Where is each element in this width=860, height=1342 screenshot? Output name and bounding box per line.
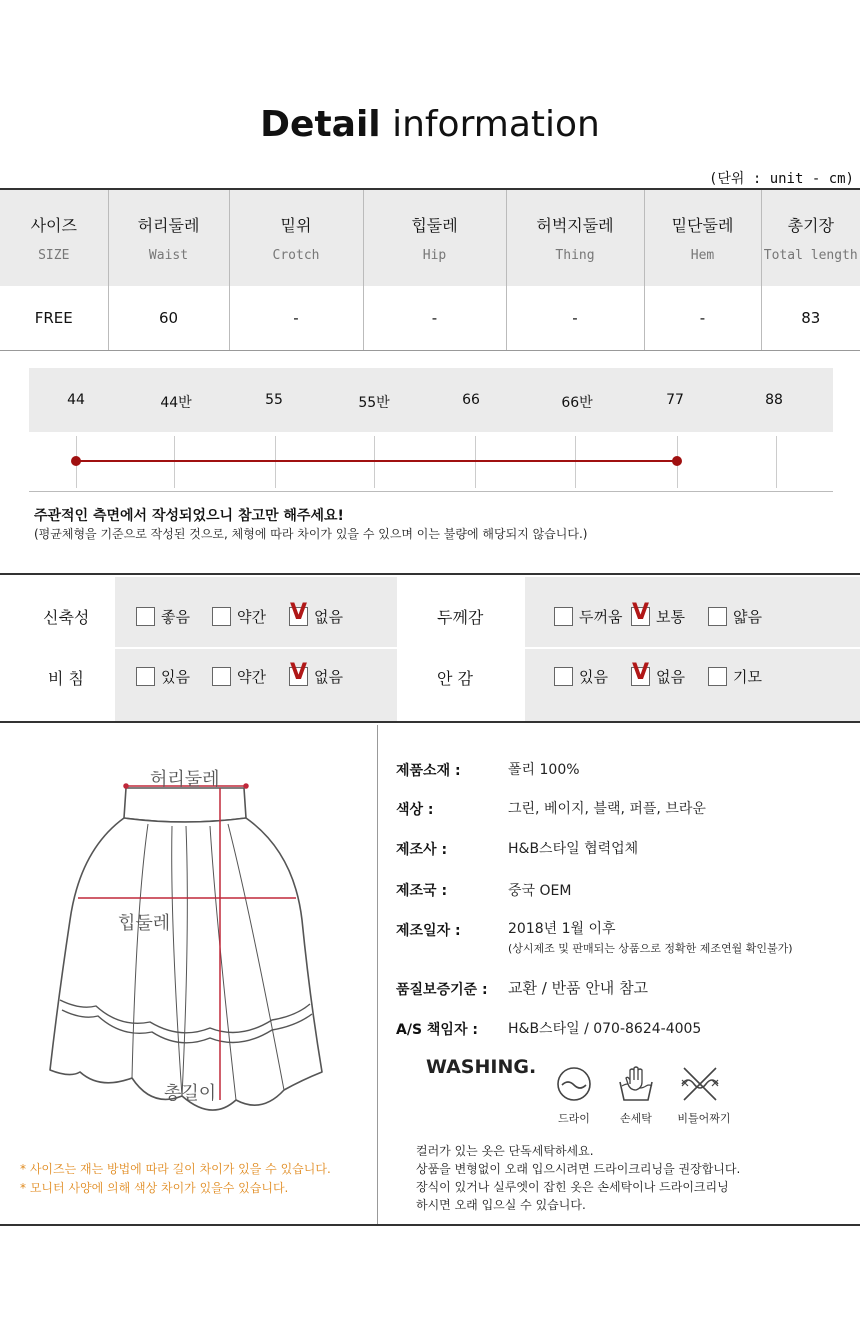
checkbox-checked[interactable]: [289, 600, 308, 626]
scale-tick: [776, 436, 777, 488]
scale-label-44: 44: [67, 392, 85, 408]
header-waist: 허리둘레 Waist: [108, 190, 229, 286]
size-warning: * 사이즈는 재는 방법에 따라 길이 차이가 있을 수 있습니다.: [20, 1162, 331, 1176]
date-note: (상시제조 및 판매되는 상품으로 정확한 제조연월 확인불가): [508, 942, 793, 955]
quality-key: 품질보증기준 :: [396, 982, 488, 998]
scale-label-66half: 66반: [561, 395, 593, 411]
value-thigh: -: [506, 286, 644, 350]
quality-value: 교환 / 반품 안내 참고: [508, 979, 649, 997]
size-range-start-dot: [71, 456, 81, 466]
scale-label-88: 88: [765, 392, 783, 408]
header-crotch: 밑위 Crotch: [229, 190, 363, 286]
date-key: 제조일자 :: [396, 923, 461, 939]
scale-label-77: 77: [666, 392, 684, 408]
scale-tick: [575, 436, 576, 488]
hip-label: 힙둘레: [118, 913, 171, 934]
value-crotch: -: [229, 286, 363, 350]
scale-tick: [374, 436, 375, 488]
material-value: 폴리 100%: [508, 762, 580, 778]
thickness-option-thin[interactable]: 얇음: [708, 606, 762, 627]
section-divider: [377, 725, 378, 1225]
lining-option-none[interactable]: V 없음: [632, 660, 685, 686]
thickness-label: 두께감: [437, 608, 484, 627]
washing-title: WASHING.: [426, 1056, 537, 1078]
scale-tick: [174, 436, 175, 488]
checkbox-checked[interactable]: [289, 660, 308, 686]
fabric-properties: [0, 573, 860, 723]
value-hip: -: [363, 286, 506, 350]
care-line-2: 상품을 변형없이 오래 입으시려면 드라이크리닝을 권장합니다.: [416, 1162, 741, 1176]
note-main: 주관적인 측면에서 작성되었으니 참고만 해주세요!: [34, 508, 344, 524]
sheer-option-yes[interactable]: 있음: [136, 666, 190, 687]
hand-wash-icon: [616, 1064, 656, 1104]
care-line-4: 하시면 오래 입으실 수 있습니다.: [416, 1198, 586, 1212]
color-key: 색상 :: [396, 802, 434, 818]
maker-key: 제조사 :: [396, 842, 448, 858]
checkbox[interactable]: [212, 607, 231, 626]
maker-value: H&B스타일 협력업체: [508, 841, 639, 857]
hand-wash-label: 손세탁: [620, 1112, 652, 1125]
note-sub: (평균체형을 기준으로 작성된 것으로, 체형에 따라 차이가 있을 수 있으며 이는 불량에 해당되지 않습니다.): [34, 527, 588, 541]
scale-label-66: 66: [462, 392, 480, 408]
dry-clean-label: 드라이: [558, 1112, 590, 1125]
stretch-option-good[interactable]: 좋음: [136, 606, 190, 627]
no-wring-icon: [680, 1064, 720, 1104]
check-mark-icon: V: [632, 660, 650, 685]
lining-label: 안 감: [437, 669, 473, 688]
size-table-header: [0, 190, 860, 286]
date-value: 2018년 1월 이후: [508, 921, 616, 937]
scale-label-55: 55: [265, 392, 283, 408]
header-hip: 힙둘레 Hip: [363, 190, 506, 286]
as-key: A/S 책임자 :: [396, 1022, 478, 1038]
lining-option-yes[interactable]: 있음: [554, 666, 608, 687]
scale-label-55half: 55반: [358, 395, 390, 411]
unit-note: (단위 : unit - cm): [708, 171, 854, 187]
size-range-bar: [76, 460, 677, 462]
checkbox-checked[interactable]: [631, 600, 650, 626]
scale-label-44half: 44반: [160, 395, 192, 411]
thickness-option-thick[interactable]: 두꺼움: [554, 606, 622, 627]
header-total-length: 총기장 Total length: [761, 190, 860, 286]
material-key: 제품소재 :: [396, 763, 461, 779]
sheer-option-slight[interactable]: 약간: [212, 666, 266, 687]
value-total-length: 83: [801, 309, 821, 327]
thickness-option-medium[interactable]: V 보통: [632, 600, 685, 626]
value-size: FREE: [0, 286, 108, 350]
checkbox[interactable]: [554, 607, 573, 626]
care-line-1: 컬러가 있는 옷은 단독세탁하세요.: [416, 1144, 594, 1158]
no-wring-label: 비틀어짜기: [677, 1112, 731, 1125]
country-key: 제조국 :: [396, 883, 448, 899]
check-mark-icon: V: [290, 600, 308, 625]
color-warning: * 모니터 사양에 의해 색상 차이가 있을수 있습니다.: [20, 1181, 289, 1195]
size-scale-header: [29, 368, 833, 432]
header-thigh: 허벅지둘레 Thing: [506, 190, 644, 286]
bottom-border: [0, 1224, 860, 1226]
lining-option-fleece[interactable]: 기모: [708, 666, 762, 687]
length-label: 총길이: [164, 1083, 217, 1104]
checkbox-checked[interactable]: [631, 660, 650, 686]
size-table: [0, 188, 860, 351]
stretch-option-none[interactable]: V 없음: [290, 600, 343, 626]
scale-tick: [475, 436, 476, 488]
sheer-option-none[interactable]: V 없음: [290, 660, 343, 686]
title-bold: Detail: [260, 104, 381, 145]
color-value: 그린, 베이지, 블랙, 퍼플, 브라운: [508, 801, 706, 817]
header-hem: 밑단둘레 Hem: [644, 190, 761, 286]
as-value: H&B스타일 / 070-8624-4005: [508, 1021, 702, 1037]
waist-label: 허리둘레: [150, 769, 220, 790]
check-mark-icon: V: [632, 600, 650, 625]
scale-tick: [275, 436, 276, 488]
checkbox[interactable]: [136, 607, 155, 626]
dry-clean-icon: [554, 1064, 594, 1104]
size-table-row: [0, 286, 860, 350]
value-hem: -: [644, 286, 761, 350]
check-mark-icon: V: [290, 660, 308, 685]
scale-baseline: [29, 491, 833, 492]
header-size: 사이즈 SIZE: [0, 190, 108, 286]
page-title: [0, 104, 860, 145]
checkbox[interactable]: [554, 667, 573, 686]
care-line-3: 장식이 있거나 실루엣이 잡힌 옷은 손세탁이나 드라이크리닝: [416, 1180, 729, 1194]
value-waist: 60: [108, 286, 229, 350]
checkbox[interactable]: [708, 667, 727, 686]
checkbox[interactable]: [136, 667, 155, 686]
checkbox[interactable]: [212, 667, 231, 686]
sheer-label: 비 침: [48, 669, 84, 688]
country-value: 중국 OEM: [508, 883, 572, 899]
title-light: information: [380, 104, 600, 145]
stretch-label: 신축성: [43, 608, 90, 627]
stretch-option-slight[interactable]: 약간: [212, 606, 266, 627]
size-range-end-dot: [672, 456, 682, 466]
checkbox[interactable]: [708, 607, 727, 626]
